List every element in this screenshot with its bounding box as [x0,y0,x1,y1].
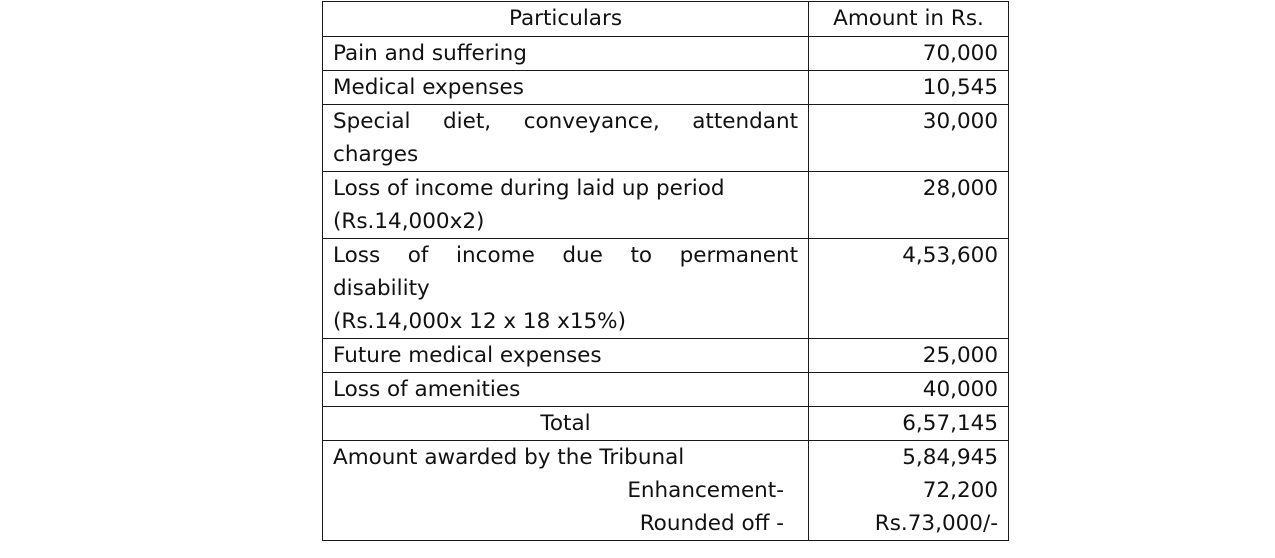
row-label-line: (Rs.14,000x 12 x 18 x15%) [333,309,626,334]
row-label [323,71,809,105]
row-amount: 70,000 [809,37,1009,71]
row-amount: 25,000 [809,339,1009,373]
compensation-table [322,1,1009,541]
row-label [323,239,809,339]
row-label [323,37,809,71]
row-label [323,339,809,373]
row-amount: 30,000 [809,105,1009,172]
row-label-line: charges [333,142,419,167]
award-label-cell [323,441,809,541]
row-amount: 4,53,600 [809,239,1009,339]
table-row [323,37,1009,71]
row-label [323,373,809,407]
award-amount-cell [809,441,1009,541]
row-label [323,172,809,239]
award-row [323,441,1009,541]
table-header-row [323,2,1009,37]
table-row [323,239,1009,339]
header-particulars: Particulars [323,2,809,37]
rounded-off-amount: Rs.73,000/- [874,511,998,536]
row-amount: 10,545 [809,71,1009,105]
row-label-line: Special diet, conveyance, attendant [333,109,798,134]
header-amount: Amount in Rs. [809,2,1009,37]
row-label-line: Loss of income during laid up period [333,176,725,201]
row-label-line: Medical expenses [333,75,524,100]
row-label-line: Pain and suffering [333,41,527,66]
total-amount: 6,57,145 [809,407,1009,441]
enhancement-amount: 72,200 [922,478,998,503]
row-label-line: (Rs.14,000x2) [333,209,485,234]
row-amount: 40,000 [809,373,1009,407]
table-row [323,373,1009,407]
row-label-line: Loss of amenities [333,377,521,402]
enhancement-label: Enhancement- [627,478,784,503]
row-label-line: Future medical expenses [333,343,602,368]
table-row [323,105,1009,172]
total-row [323,407,1009,441]
row-label-line: Loss of income due to permanent [333,243,798,268]
row-amount: 28,000 [809,172,1009,239]
row-label-line: disability [333,276,430,301]
award-label: Amount awarded by the Tribunal [333,445,685,470]
total-label: Total [323,407,809,441]
table-row [323,172,1009,239]
table-row [323,339,1009,373]
rounded-off-label: Rounded off - [639,511,784,536]
row-label [323,105,809,172]
award-amount: 5,84,945 [902,445,998,470]
table-row [323,71,1009,105]
